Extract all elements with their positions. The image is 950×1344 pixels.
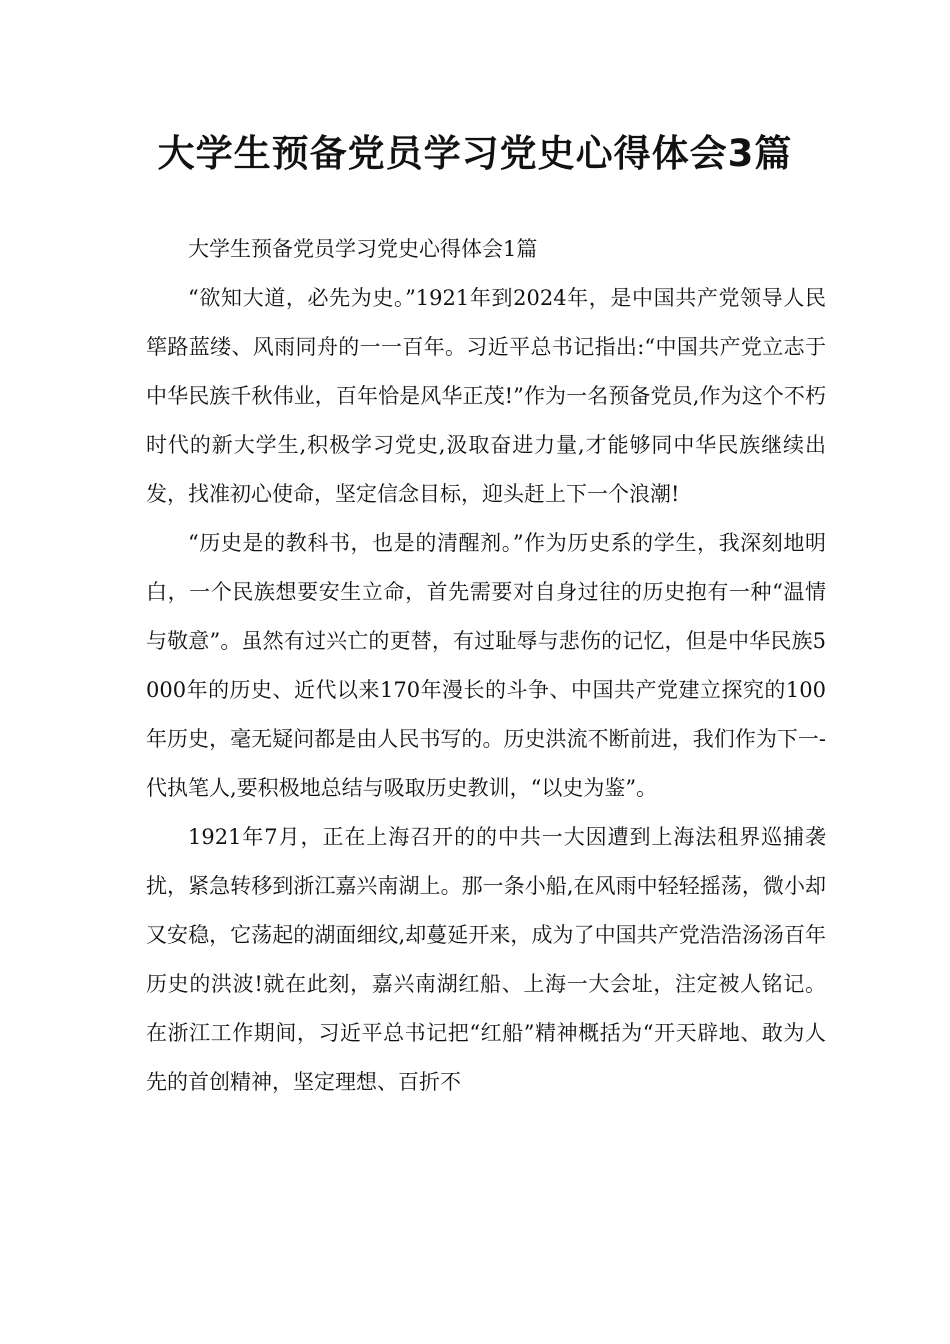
- paragraph-2: “历史是的教科书，也是的清醒剂。”作为历史系的学生，我深刻地明白，一个民族想要安生立命，首先需要对自身过往的历史抱有一种“温情与敬意”。虽然有过兴亡的更替，有过耻辱与悲伤的记忆，但是中华民族5000年的历史、近代以来170年漫长的斗争、中国共产党建立探究的100年历史，毫无疑问都是由人民书写的。历史洪流不断前进，我们作为下一-代执笔人,要积极地总结与吸取历史教训，“以史为鉴”。: [146, 531, 826, 800]
- document-body: [146, 225, 826, 1107]
- paragraph-3: 1921年7月，正在上海召开的的中共一大因遭到上海法租界巡捕袭扰，紧急转移到浙江嘉兴南湖上。那一条小船,在风雨中轻轻摇荡，微小却又安稳，它荡起的湖面细纹,却蔓延开来，成为了中国共产党浩浩汤汤百年历史的洪波!就在此刻，嘉兴南湖红船、上海一大会址，注定被人铭记。在浙江工作期间，习近平总书记把“红船”精神概括为“开天辟地、敢为人先的首创精神，坚定理想、百折不: [146, 825, 826, 1094]
- document-title: 大学生预备党员学习党史心得体会3篇: [157, 132, 793, 175]
- section-heading: 大学生预备党员学习党史心得体会1篇: [188, 237, 538, 261]
- paragraph-1: “欲知大道，必先为史。”1921年到2024年，是中国共产党领导人民筚路蓝缕、风雨同舟的一一百年。习近平总书记指出:“中国共产党立志于中华民族千秋伟业，百年恰是风华正茂!”作为一名预备党员,作为这个不朽时代的新大学生,积极学习党史,汲取奋进力量,才能够同中华民族继续出发，找准初心使命，坚定信念目标，迎头赶上下一个浪潮!: [146, 286, 826, 506]
